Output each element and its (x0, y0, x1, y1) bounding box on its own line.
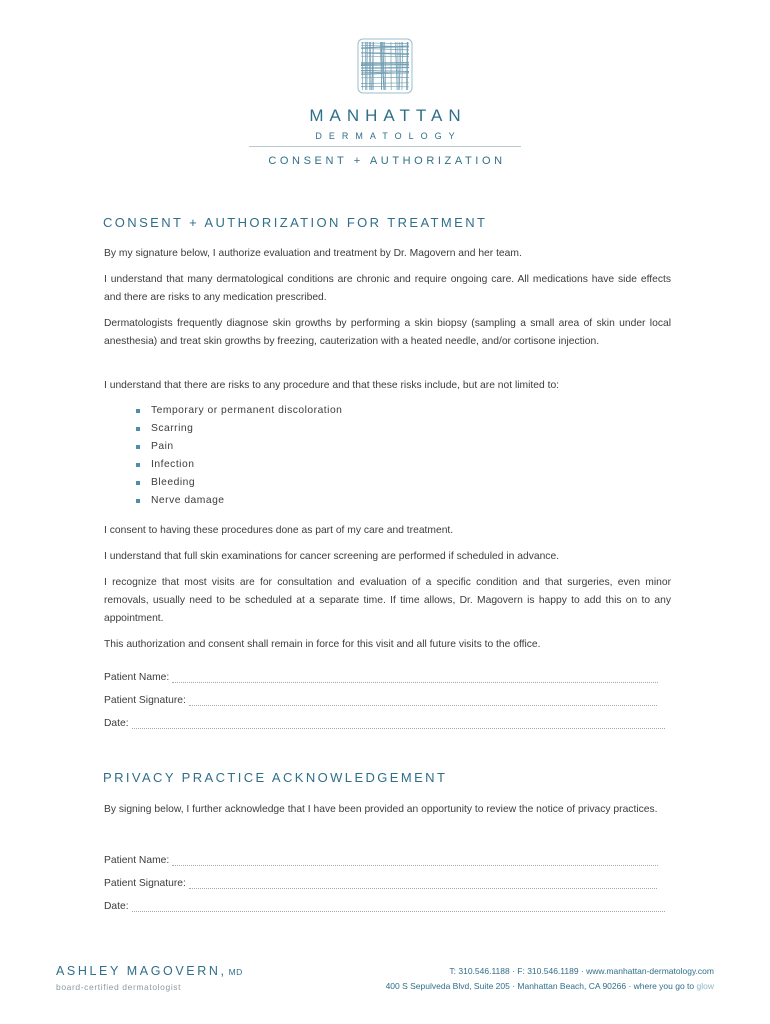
field-label: Patient Signature: (104, 878, 186, 889)
date-line[interactable] (132, 902, 665, 912)
list-item: Pain (136, 438, 342, 456)
field-label: Patient Signature: (104, 695, 186, 706)
consent-paragraph-3: Dermatologists frequently diagnose skin growths by performing a skin biopsy (sampling a small area of skin under local anesthesia) and treat skin growths by freezing, cauterization with a heated needle, and/or cortisone injection. (104, 318, 671, 347)
consent-section-title: CONSENT + AUTHORIZATION FOR TREATMENT (103, 215, 488, 230)
field-label: Date: (104, 901, 129, 912)
bullet-square-icon (136, 499, 140, 503)
document-heading: CONSENT + AUTHORIZATION (268, 155, 506, 167)
doctor-title: board-certified dermatologist (56, 982, 182, 992)
privacy-paragraph: By signing below, I further acknowledge that I have been provided an opportunity to review the notice of privacy practices. (104, 804, 658, 815)
consent-paragraph-1: By my signature below, I authorize evaluation and treatment by Dr. Magovern and her team. (104, 248, 522, 259)
consent-paragraph-6: I understand that full skin examinations for cancer screening are performed if scheduled in advance. (104, 551, 560, 562)
contact-info: T: 310.546.1188 · F: 310.546.1189 · www.manhattan-dermatology.com (449, 966, 714, 976)
consent-paragraph-4: I understand that there are risks to any procedure and that these risks include, but are not limited to: (104, 380, 560, 391)
doctor-name-text: ASHLEY MAGOVERN, (56, 964, 227, 978)
consent-patient-signature-field[interactable] (104, 695, 657, 706)
field-label: Patient Name: (104, 672, 170, 683)
brand-subtitle: DERMATOLOGY (315, 131, 462, 141)
consent-date-field[interactable] (104, 718, 665, 729)
risk-list (136, 402, 342, 510)
patient-signature-line[interactable] (189, 696, 657, 706)
bullet-square-icon (136, 427, 140, 431)
consent-paragraph-5: I consent to having these procedures done as part of my care and treatment. (104, 525, 454, 536)
consent-paragraph-2: I understand that many dermatological conditions are chronic and require ongoing care. All medications have side effects and there are risks to any medication prescribed. (104, 274, 671, 303)
bullet-square-icon (136, 445, 140, 449)
field-label: Date: (104, 718, 129, 729)
privacy-date-field[interactable] (104, 901, 665, 912)
doctor-name (56, 964, 243, 978)
office-address (386, 981, 714, 991)
consent-patient-name-field[interactable] (104, 672, 658, 683)
patient-signature-line[interactable] (189, 879, 657, 889)
consent-paragraph-8: This authorization and consent shall remain in force for this visit and all future visits to the office. (104, 639, 541, 650)
list-item: Nerve damage (136, 492, 342, 510)
list-item: Temporary or permanent discoloration (136, 402, 342, 420)
privacy-patient-name-field[interactable] (104, 855, 658, 866)
patient-name-line[interactable] (172, 673, 658, 683)
doctor-credential: MD (228, 967, 243, 977)
privacy-section-title: PRIVACY PRACTICE ACKNOWLEDGEMENT (103, 770, 448, 785)
address-text: 400 S Sepulveda Blvd, Suite 205 · Manhattan Beach, CA 90266 · where you go to (385, 981, 695, 991)
field-label: Patient Name: (104, 855, 170, 866)
list-item: Scarring (136, 420, 342, 438)
list-item: Bleeding (136, 474, 342, 492)
date-line[interactable] (132, 719, 665, 729)
bullet-square-icon (136, 409, 140, 413)
consent-paragraph-7: I recognize that most visits are for consultation and evaluation of a specific condition and that surgeries, even minor removals, usually need to be scheduled at a separate time. If time allows, Dr. Magovern is happy to add this on to any appointment. (104, 577, 671, 624)
privacy-patient-signature-field[interactable] (104, 878, 657, 889)
header-divider (249, 146, 521, 147)
list-item: Infection (136, 456, 342, 474)
bullet-square-icon (136, 481, 140, 485)
brand-name: MANHATTAN (309, 106, 467, 125)
patient-name-line[interactable] (172, 856, 658, 866)
glow-word: glow (696, 981, 714, 991)
bullet-square-icon (136, 463, 140, 467)
crosshatch-logo-icon (357, 38, 413, 94)
